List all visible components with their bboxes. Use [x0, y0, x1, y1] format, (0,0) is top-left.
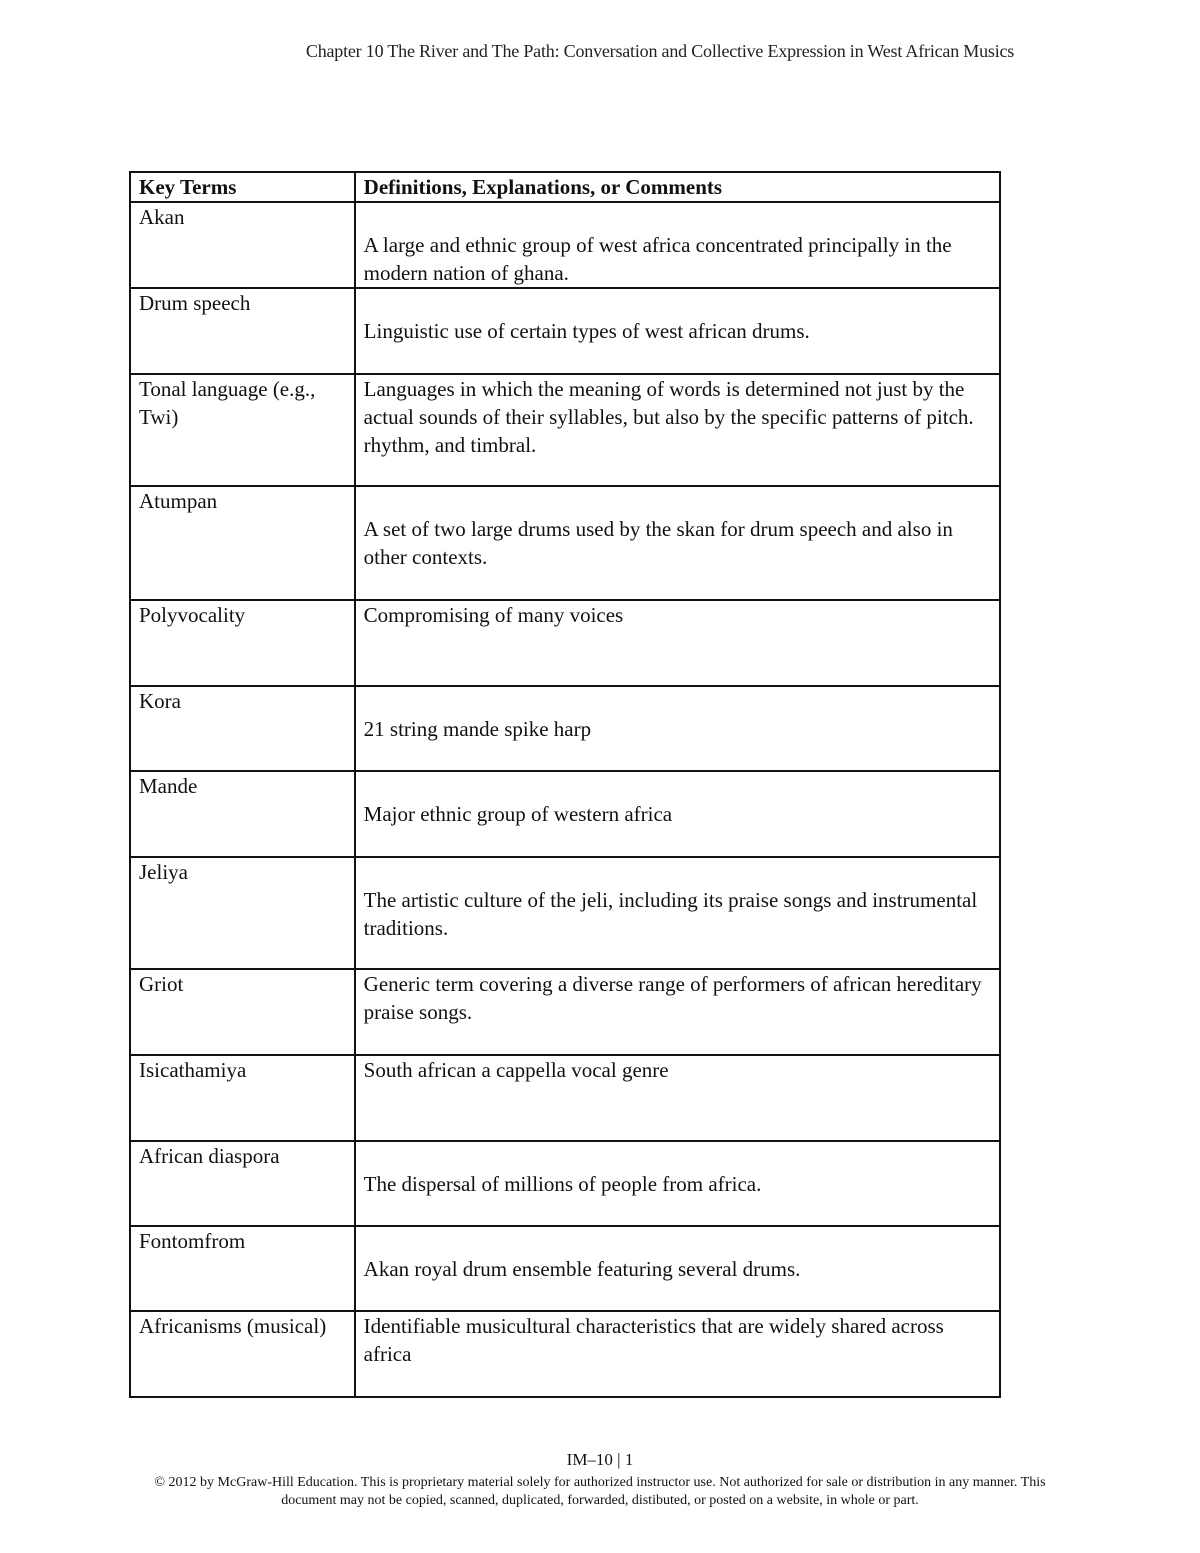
term-cell: Africanisms (musical)	[130, 1311, 355, 1397]
definition-text: Major ethnic group of western africa	[363, 802, 673, 826]
table-row	[130, 374, 1000, 486]
term-cell: African diaspora	[130, 1141, 355, 1226]
term-cell: Jeliya	[130, 857, 355, 969]
term-cell: Mande	[130, 771, 355, 857]
term-cell: Griot	[130, 969, 355, 1055]
table-row	[130, 288, 1000, 374]
table-row	[130, 1311, 1000, 1397]
column-header-key-terms: Key Terms	[130, 172, 355, 202]
definition-cell: Languages in which the meaning of words is determined not just by the actual sounds of their syllables, but also by the specific patterns of pitch. rhythm, and timbral.	[355, 374, 1000, 486]
definition-cell	[355, 857, 1000, 969]
term-cell: Tonal language (e.g., Twi)	[130, 374, 355, 486]
definition-text: A set of two large drums used by the skan for drum speech and also in other contexts.	[363, 517, 953, 569]
definition-cell	[355, 1226, 1000, 1311]
definition-text: The artistic culture of the jeli, including its praise songs and instrumental traditions.	[363, 888, 978, 940]
table-header-row	[130, 172, 1000, 202]
definition-cell	[355, 202, 1000, 288]
definition-cell: Identifiable musicultural characteristics that are widely shared across africa	[355, 1311, 1000, 1397]
definition-cell	[355, 771, 1000, 857]
definition-cell	[355, 288, 1000, 374]
term-cell: Akan	[130, 202, 355, 288]
definition-cell: Compromising of many voices	[355, 600, 1000, 686]
table-row	[130, 1141, 1000, 1226]
running-header: Chapter 10 The River and The Path: Conversation and Collective Expression in West African Musics	[305, 41, 1015, 61]
definition-text: A large and ethnic group of west africa concentrated principally in the modern nation of ghana.	[363, 233, 952, 285]
definition-text: 21 string mande spike harp	[363, 717, 592, 741]
definition-cell: Generic term covering a diverse range of performers of african hereditary praise songs.	[355, 969, 1000, 1055]
copyright-notice: © 2012 by McGraw-Hill Education. This is proprietary material solely for authorized instructor use. Not authorized for sale or distribution in any manner. This document may not be copied, scanned, duplicated, forwarded, distibuted, or posted on a website, in whole or part.	[154, 1475, 1046, 1508]
page-number: IM–10 | 1	[566, 1450, 634, 1469]
definition-text: Akan royal drum ensemble featuring several drums.	[363, 1257, 801, 1281]
term-cell: Kora	[130, 686, 355, 771]
table-row	[130, 202, 1000, 288]
column-header-definitions: Definitions, Explanations, or Comments	[355, 172, 1000, 202]
table-row	[130, 857, 1000, 969]
term-cell: Isicathamiya	[130, 1055, 355, 1141]
definition-text: The dispersal of millions of people from africa.	[363, 1172, 762, 1196]
table-row	[130, 969, 1000, 1055]
term-cell: Fontomfrom	[130, 1226, 355, 1311]
definition-text: Linguistic use of certain types of west african drums.	[363, 319, 810, 343]
term-cell: Drum speech	[130, 288, 355, 374]
definition-cell: South african a cappella vocal genre	[355, 1055, 1000, 1141]
key-terms-table	[129, 171, 1001, 1398]
definition-cell	[355, 486, 1000, 600]
table-row	[130, 486, 1000, 600]
table-row	[130, 1055, 1000, 1141]
table-row	[130, 600, 1000, 686]
term-cell: Polyvocality	[130, 600, 355, 686]
definition-cell	[355, 1141, 1000, 1226]
table-row	[130, 1226, 1000, 1311]
table-row	[130, 771, 1000, 857]
term-cell: Atumpan	[130, 486, 355, 600]
definition-cell	[355, 686, 1000, 771]
table-row	[130, 686, 1000, 771]
